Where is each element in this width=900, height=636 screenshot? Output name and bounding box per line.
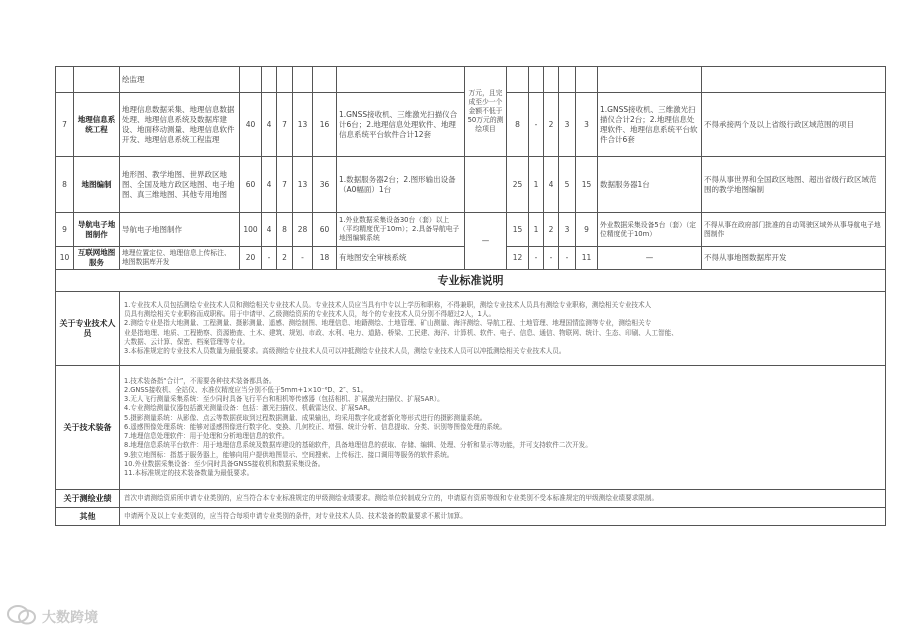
note-line: 首次申请测绘资质所申请专业类别的，应当符合本专业标准规定的甲级测绘业绩要求。测绘单位转制成分立的，申请原有资质等级和专业类别不受本标准规定的甲级测绘业绩要求限制。 [124, 493, 659, 502]
cell-d: 13 [293, 93, 313, 157]
table-row [56, 67, 886, 93]
scope-limit: 不得从事在政府部门批准的自动驾驶区域外从事导航电子地图制作 [702, 213, 886, 247]
cell-f: 25 [507, 157, 529, 213]
note-line: 申请两个及以上专业类别的，应当符合每项申请专业类别的条件，对专业技术人员、技术装备的数量要求不累计加算。 [124, 511, 467, 520]
row-category: 互联网地图服务 [74, 247, 120, 270]
note-line: 11.本标准规定的技术装备数量为最低要求。 [124, 468, 254, 477]
equipment-b: 数据服务器1台 [598, 157, 702, 213]
row-category: 地图编制 [74, 157, 120, 213]
row-content: 导航电子地图制作 [120, 213, 240, 247]
qualification-table [55, 66, 886, 526]
row-no: 7 [56, 93, 74, 157]
cell-c: 7 [277, 157, 293, 213]
notes-heading: 专业标准说明 [56, 270, 886, 292]
equipment-a: 1.外业数据采集设备30台（套）以上（平均精度优于10m）；2.具备导航电子地图编辑系统 [337, 213, 465, 247]
cell-e: 18 [313, 247, 337, 270]
row-no: 9 [56, 213, 74, 247]
cell-d: - [293, 247, 313, 270]
note-line: 2.测绘专业是指大地测量、工程测量、摄影测量、遥感、测绘制图、地理信息、地籍测绘、土地管理、矿山测量、海洋测绘、导航工程、土地管理、地理国情监测等专业，测绘相关专 [124, 319, 652, 328]
equipment-notes [120, 366, 886, 490]
scope-limit: 不得承接两个及以上省级行政区域范围的项目 [702, 93, 886, 157]
mapping-notes [120, 490, 886, 508]
note-line: 8.地理信息系统平台软件：用于地理信息系统及数据库建设的基础软件，具备地理信息的获取、存储、编辑、处理、分析和显示等功能，并可支持软件二次开发。 [124, 441, 592, 450]
watermark [6, 604, 136, 630]
watermark-text: 大数跨境 [42, 610, 98, 626]
note-line: 5.摄影测量系统：从影像、点云等数据获取到过程数据测量、成果输出，均采用数字化或者新化等形式进行的摄影测量系统。 [124, 413, 487, 422]
notes-mapping-row [56, 490, 886, 508]
cell-i: 3 [559, 213, 576, 247]
other-label: 其他 [56, 508, 120, 526]
cell-e: 16 [313, 93, 337, 157]
blank-cell [465, 157, 507, 213]
row-content: 地理信息数据采集、地理信息数据处理、地理信息系统及数据库建设、地面移动测量、地理信息软件开发、地理信息系统工程监理 [120, 93, 240, 157]
table-row [56, 157, 886, 213]
scope-limit: 不得从事地图数据库开发 [702, 247, 886, 270]
cell-e: 36 [313, 157, 337, 213]
scope-limit: 不得从事世界和全国政区地图、超出省级行政区域范围的教学地图编制 [702, 157, 886, 213]
cell-d: 13 [293, 157, 313, 213]
cell-d: 28 [293, 213, 313, 247]
cell-a: 20 [240, 247, 262, 270]
row-no: 10 [56, 247, 74, 270]
mapping-label: 关于测绘业绩 [56, 490, 120, 508]
top-merged-cell: 万元，且完成至少一个金额不低于50万元的测绘项目 [465, 67, 507, 157]
cell-j: 15 [576, 157, 598, 213]
cell-g: 1 [529, 157, 544, 213]
personnel-label: 关于专业技术人员 [56, 292, 120, 366]
cell-i: 3 [559, 93, 576, 157]
cell-b: - [262, 247, 277, 270]
notes-heading-row [56, 270, 886, 292]
cell-g: 1 [529, 213, 544, 247]
cell-j: 9 [576, 213, 598, 247]
cell-g: - [529, 247, 544, 270]
table-row [56, 213, 886, 247]
equipment-a: 有地图安全审核系统 [337, 247, 465, 270]
notes-other-row [56, 508, 886, 526]
row-no: 8 [56, 157, 74, 213]
row-content: 地形图、教学地图、世界政区地图、全国及地方政区地图、电子地图、真三维地图、其他专用地图 [120, 157, 240, 213]
row-category: 导航电子地图制作 [74, 213, 120, 247]
cell-e: 60 [313, 213, 337, 247]
cell-h: 4 [544, 157, 559, 213]
cell-i: 5 [559, 157, 576, 213]
top-content-cell: 绘监理 [120, 67, 240, 93]
row-category: 地理信息系统工程 [74, 93, 120, 157]
equipment-label: 关于技术装备 [56, 366, 120, 490]
note-line: 3.无人飞行测量采集系统：至少同时具备飞行平台和相机等传感器（包括相机、扩展激光扫描仪、扩展SAR）。 [124, 395, 444, 404]
note-line: 大数据、云计算、保密、档案管理等专业。 [124, 337, 250, 346]
equipment-b: — [598, 247, 702, 270]
wechat-logo-icon [6, 604, 38, 630]
equipment-a: 1.数据服务器2台；2.图形输出设备（A0幅面）1台 [337, 157, 465, 213]
note-line: 1.技术装备指“合计”，不需要各种技术装备都具备。 [124, 376, 276, 385]
cell-b: 4 [262, 93, 277, 157]
note-line: 1.专业技术人员包括测绘专业技术人员和测绘相关专业技术人员。专业技术人员应当具有中专以上学历和职称，不得兼职，测绘专业技术人员具有测绘专业职称，测绘相关专业技术人 [124, 300, 652, 309]
cell-a: 40 [240, 93, 262, 157]
notes-personnel-row [56, 292, 886, 366]
cell-f: 12 [507, 247, 529, 270]
note-line: 2.GNSS接收机、全站仪、水准仪精度应当分别不低于5mm+1×10⁻⁶D、2″、S1。 [124, 386, 368, 395]
note-line: 9.独立地图标：指基于服务器上，能够向用户提供地图显示、空间搜索、上传标注、接口调用等服务的软件系统。 [124, 450, 454, 459]
row-content: 地理位置定位、地理信息上传标注、地图数据库开发 [120, 247, 240, 270]
cell-h: 2 [544, 93, 559, 157]
note-line: 10.外业数据采集设备：至少同时具备GNSS接收机和数据采集设备。 [124, 459, 325, 468]
merged-dash-cell: — [465, 213, 507, 270]
cell-f: 15 [507, 213, 529, 247]
note-line: 3.本标准规定的专业技术人员数量为最低要求。高级测绘专业技术人员可以冲抵测绘专业技术人员，测绘专业技术人员可以冲抵测绘相关专业技术人员。 [124, 346, 566, 355]
cell-h: 2 [544, 213, 559, 247]
cell-j: 11 [576, 247, 598, 270]
note-line: 业是指地理、地质、工程勘察、资源勘查、土木、建筑、规划、市政、水利、电力、道路、桥梁、工民建、海洋、计算机、软件、电子、信息、通信、物联网、统计、生态、印刷、人工智能、 [124, 328, 678, 337]
note-line: 7.地理信息处理软件：用于处理和分析地理信息的软件。 [124, 432, 289, 441]
equipment-b: 外业数据采集设备5台（套）（定位精度优于10m） [598, 213, 702, 247]
cell-a: 100 [240, 213, 262, 247]
cell-a: 60 [240, 157, 262, 213]
cell-c: 8 [277, 213, 293, 247]
cell-f: 8 [507, 93, 529, 157]
note-line: 6.遥感图像处理系统：能够对遥感图像进行数字化、变换、几何校正、增强、统计分析、信息提取、分类、识别等图像处理的系统。 [124, 422, 507, 431]
personnel-notes [120, 292, 886, 366]
cell-b: 4 [262, 157, 277, 213]
equipment-a: 1.GNSS接收机、三维激光扫描仪合计6台；2.地理信息处理软件、地理信息系统平台软件合计12套 [337, 93, 465, 157]
equipment-b: 1.GNSS接收机、三维激光扫描仪合计2台；2.地理信息处理软件、地理信息系统平台软件合计6套 [598, 93, 702, 157]
cell-j: 3 [576, 93, 598, 157]
cell-b: 4 [262, 213, 277, 247]
note-line: 4.专业测绘测量仪器包括激光测量设备：包括：激光扫描仪、机载雷达仪、扩展SAR。 [124, 404, 375, 413]
cell-c: 2 [277, 247, 293, 270]
notes-equipment-row [56, 366, 886, 490]
cell-h: - [544, 247, 559, 270]
document-page [55, 66, 885, 526]
note-line: 员具有测绘相关专业职称而成职称。用于申请甲、乙级测绘资质的专业技术人员，每个的专业技术人员分别不得超过2人，1人。 [124, 310, 496, 319]
cell-c: 7 [277, 93, 293, 157]
other-notes [120, 508, 886, 526]
cell-i: - [559, 247, 576, 270]
cell-g: - [529, 93, 544, 157]
